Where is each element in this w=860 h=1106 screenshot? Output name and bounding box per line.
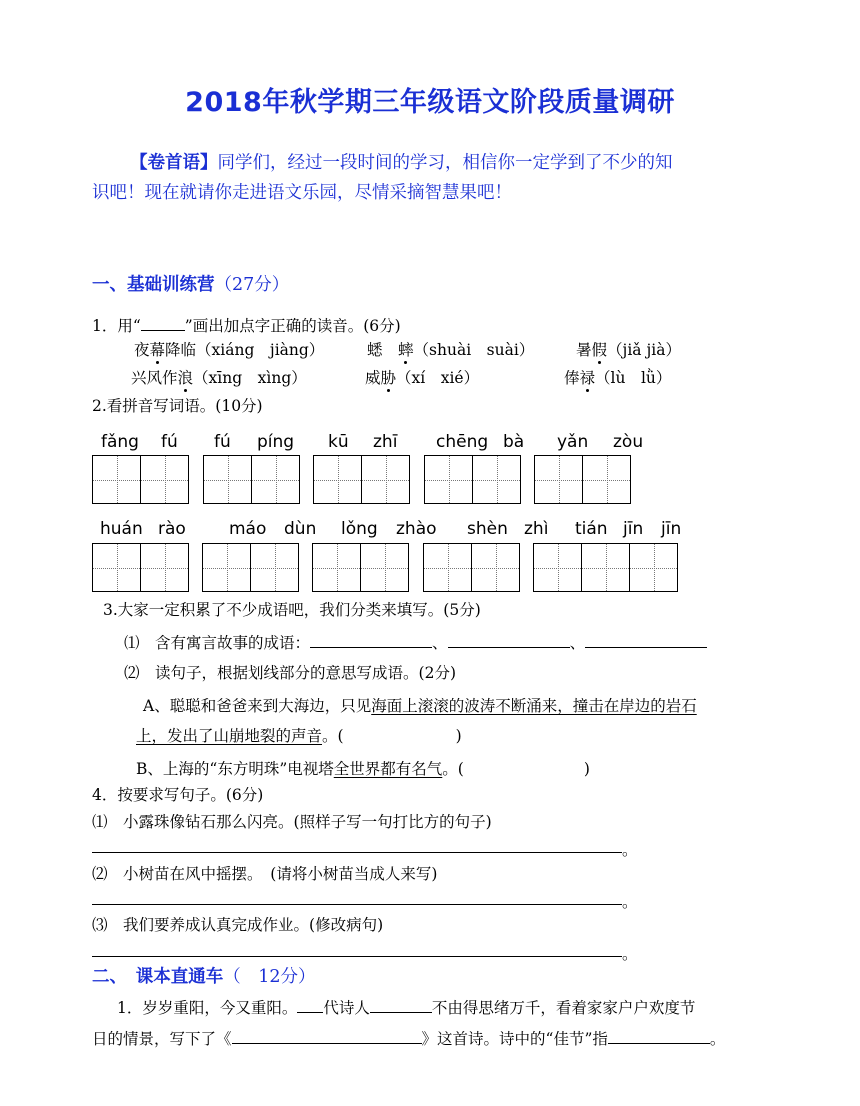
tianzige-cell[interactable] [472, 455, 521, 504]
q3-sentence-a-line2 [136, 724, 462, 746]
text-fragment: 降临 [165, 341, 197, 359]
q2-pinyin-3a: kū [328, 432, 349, 452]
tianzige-cell[interactable] [92, 455, 141, 504]
q2-pinyin-7b: dùn [284, 519, 317, 539]
text-fragment: 我们要养成认真完成作业。(修改病句) [123, 916, 384, 934]
q4-s2 [92, 862, 437, 884]
section-1-heading [92, 271, 289, 296]
tianzige-cell[interactable] [140, 543, 189, 592]
tianzige-cell[interactable] [361, 455, 410, 504]
q3-sub2-text: 读句子，根据划线部分的意思写成语。(2分) [155, 664, 456, 682]
q2-pinyin-5b: zòu [613, 432, 644, 452]
tianzige-cell[interactable] [92, 543, 141, 592]
q5-blank-poet[interactable] [370, 996, 432, 1013]
q2-pinyin-3b: zhī [373, 432, 398, 452]
text-fragment: ⑴ [92, 813, 108, 831]
q5-line-1 [117, 996, 695, 1018]
text-fragment: 。 [709, 1030, 726, 1048]
q4-end-1: 。 [622, 841, 638, 859]
q5-line-2 [92, 1027, 725, 1049]
q2-grid-9[interactable] [423, 543, 519, 592]
text-fragment: 蟀 [398, 341, 414, 359]
section-1-title: 一、基础训练营 [92, 275, 215, 295]
text-fragment: 俸 [564, 369, 580, 387]
q2-pinyin-8b: zhào [396, 519, 437, 539]
tianzige-cell[interactable] [312, 543, 361, 592]
q4-s1 [92, 810, 492, 832]
text-fragment: （jiǎ jià） [607, 341, 681, 359]
q5-blank-festival[interactable] [608, 1027, 710, 1044]
q1-item-1 [134, 338, 324, 360]
text-fragment: 兴风作 [131, 369, 178, 387]
q2-grid-1[interactable] [92, 455, 188, 504]
text-fragment: 。( [442, 760, 464, 778]
q4-answer-line-2[interactable] [92, 904, 622, 905]
section-1-points: （27分） [214, 275, 290, 295]
tianzige-cell[interactable] [582, 455, 631, 504]
section-2-points: （ 12分） [223, 967, 316, 987]
q3-b-underline: 全世界都有名气 [333, 760, 443, 778]
q5-blank-dynasty[interactable] [297, 996, 323, 1013]
q2-pinyin-10a: tián [575, 519, 608, 539]
text-fragment: 不由得思绪万千，看着家家户户欢度节 [431, 999, 696, 1017]
q4-end-2: 。 [622, 893, 638, 911]
q3-sub1-text: 含有寓言故事的成语： [155, 634, 311, 652]
tianzige-cell[interactable] [581, 543, 630, 592]
q2-pinyin-8a: lǒng [341, 519, 378, 539]
q2-pinyin-2a: fú [214, 432, 231, 452]
q2-pinyin-9b: zhì [524, 519, 549, 539]
q1-item-4 [131, 366, 307, 388]
text-fragment: 。( [322, 727, 344, 745]
intro-line-1: 同学们，经过一段时间的学习，相信你一定学到了不少的知 [217, 153, 673, 173]
tianzige-cell[interactable] [533, 543, 582, 592]
text-fragment: （shuài suài） [413, 341, 535, 359]
text-fragment: 》这首诗。诗中的“佳节”指 [421, 1030, 608, 1048]
text-fragment: 幕 [149, 341, 166, 359]
tianzige-cell[interactable] [360, 543, 409, 592]
text-fragment: 蟋 [367, 341, 399, 359]
text-fragment: （lù lǜ） [595, 369, 672, 387]
q2-pinyin-4b: bà [503, 432, 525, 452]
q2-pinyin-5a: yǎn [557, 432, 589, 452]
text-fragment: 夜 [134, 341, 150, 359]
text-fragment: B、上海的“东方明珠”电视塔 [136, 760, 334, 778]
q1-item-6 [564, 366, 671, 388]
tianzige-cell[interactable] [534, 455, 583, 504]
q2-pinyin-1a: fǎng [101, 432, 139, 452]
q4-stem: 4．按要求写句子。(6分) [92, 786, 264, 804]
text-fragment: 禄 [579, 369, 596, 387]
q2-grid-10[interactable] [533, 543, 677, 592]
q3-sub2-num: ⑵ [124, 664, 140, 682]
q4-answer-line-3[interactable] [92, 956, 622, 957]
q3-sub1 [124, 631, 707, 653]
q1-stem-b: ”画出加点字正确的读音。(6分) [184, 317, 401, 335]
tianzige-cell[interactable] [202, 543, 251, 592]
text-fragment: 浪 [177, 369, 194, 387]
q2-pinyin-9a: shèn [467, 519, 508, 539]
tianzige-cell[interactable] [423, 543, 472, 592]
q2-grid-6[interactable] [92, 543, 188, 592]
q2-grid-5[interactable] [534, 455, 630, 504]
q2-grid-3[interactable] [313, 455, 409, 504]
tianzige-cell[interactable] [203, 455, 252, 504]
q1-item-2 [367, 338, 534, 360]
q3-a-underline-1: 海面上滚滚的波涛不断涌来，撞击在岸边的岩石 [371, 697, 697, 715]
text-fragment: ⑵ [92, 865, 108, 883]
tianzige-cell[interactable] [313, 455, 362, 504]
q2-grid-4[interactable] [424, 455, 520, 504]
q3-a-underline-2: 上，发出了山崩地裂的声音 [136, 727, 323, 745]
q5-blank-poem[interactable] [232, 1027, 422, 1044]
q4-end-3: 。 [622, 945, 638, 963]
intro-line-2: 识吧！现在就请你走进语文乐园，尽情采摘智慧果吧！ [92, 183, 512, 203]
tianzige-cell[interactable] [629, 543, 678, 592]
q1-item-5 [365, 366, 479, 388]
q3-blank-2[interactable] [448, 631, 570, 648]
text-fragment: 、 [432, 634, 448, 652]
q3-sentence-b [136, 757, 590, 779]
text-fragment: 假 [591, 341, 608, 359]
q2-grid-7[interactable] [202, 543, 298, 592]
q3-blank-1[interactable] [310, 631, 432, 648]
text-fragment: 、 [569, 634, 586, 652]
q2-stem: 2.看拼音写词语。(10分) [92, 397, 263, 415]
text-fragment: （xīng xìng） [193, 369, 307, 387]
text-fragment: 小露珠像钻石那么闪亮。(照样子写一句打比方的句子) [123, 813, 492, 831]
text-fragment: 日的情景，写下了《 [92, 1030, 232, 1048]
q3-blank-3[interactable] [585, 631, 707, 648]
q2-pinyin-1b: fú [161, 432, 178, 452]
q3-sentence-a-line1 [143, 694, 697, 716]
text-fragment: 代诗人 [323, 999, 370, 1017]
text-fragment: ) [455, 727, 462, 745]
tianzige-cell[interactable] [424, 455, 473, 504]
tianzige-cell[interactable] [471, 543, 520, 592]
q1-stem-a: 1．用“ [92, 317, 141, 335]
q2-pinyin-10b: jīn [623, 519, 644, 539]
text-fragment: A、聪聪和爸爸来到大海边，只见 [143, 697, 372, 715]
q3-stem: 3.大家一定积累了不少成语吧，我们分类来填写。(5分) [103, 601, 481, 619]
q1-item-3 [576, 338, 681, 360]
q4-answer-line-1[interactable] [92, 852, 622, 853]
text-fragment: （xí xié） [396, 369, 480, 387]
tianzige-cell[interactable] [140, 455, 189, 504]
q2-pinyin-6a: huán [100, 519, 143, 539]
q3-sub1-num: ⑴ [124, 634, 140, 652]
q4-s3 [92, 913, 383, 935]
q2-pinyin-7a: máo [229, 519, 267, 539]
q2-grid-2[interactable] [203, 455, 299, 504]
text-fragment: （xiáng jiàng） [196, 341, 325, 359]
tianzige-cell[interactable] [250, 543, 299, 592]
text-fragment: ) [583, 760, 590, 778]
page-title: 2018年秋学期三年级语文阶段质量调研 [185, 87, 675, 118]
intro-paragraph [92, 148, 782, 208]
q2-pinyin-2b: píng [257, 432, 295, 452]
text-fragment: ⑶ [92, 916, 108, 934]
q1-mark-sample [141, 314, 185, 331]
text-fragment: 威 [365, 369, 381, 387]
tianzige-cell[interactable] [251, 455, 300, 504]
q2-grid-8[interactable] [312, 543, 408, 592]
q2-pinyin-6b: rào [158, 519, 186, 539]
q3-sub2 [124, 661, 456, 683]
text-fragment: 暑 [576, 341, 592, 359]
q1-stem [92, 314, 401, 336]
text-fragment: 胁 [380, 369, 397, 387]
section-2-title: 二、 课本直通车 [92, 967, 224, 987]
q2-pinyin-10c: jīn [661, 519, 682, 539]
section-2-heading [92, 963, 316, 988]
intro-label: 【卷首语】 [130, 153, 218, 173]
text-fragment: 1．岁岁重阳，今又重阳。 [117, 999, 298, 1017]
text-fragment: 小树苗在风中摇摆。 (请将小树苗当成人来写) [123, 865, 438, 883]
q2-pinyin-4a: chēng [436, 432, 489, 452]
